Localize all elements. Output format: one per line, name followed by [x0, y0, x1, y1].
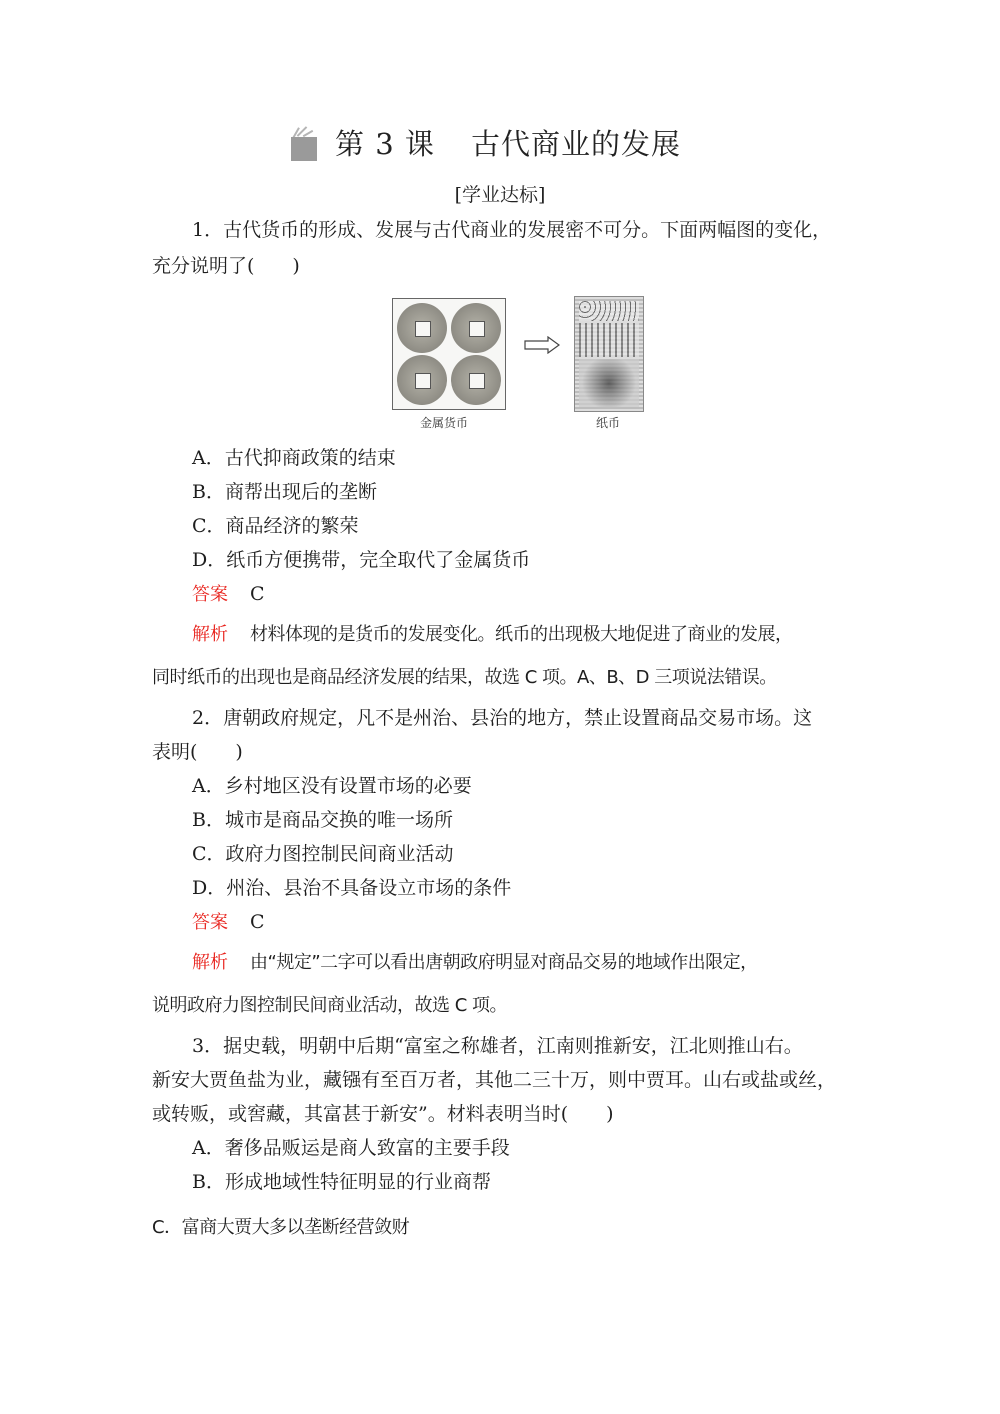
question-3-stem-line-2: 新安大贾鱼盐为业，藏镪有至百万者，其他二三十万，则中贾耳。山右或盐或丝， [152, 1069, 837, 1091]
right-arrow-icon [524, 336, 560, 354]
paper-money-image [574, 296, 644, 412]
question-2-analysis-line-1: 解析 由“规定”二字可以看出唐朝政府明显对商品交易的地域作出限定， [192, 952, 758, 973]
question-2-stem-line-1: 2．唐朝政府规定，凡不是州治、县治的地方，禁止设置商品交易市场。这 [192, 707, 813, 729]
coin-icon [451, 355, 501, 405]
page-title [335, 122, 681, 163]
question-2-stem-line-2: 表明( ) [152, 741, 243, 763]
answer-label: 答案 [192, 912, 228, 933]
question-1-option-c: C．商品经济的繁荣 [192, 515, 359, 537]
question-3-stem-line-3: 或转贩，或窖藏，其富甚于新安”。材料表明当时( ) [152, 1103, 614, 1125]
question-1-option-b: B．商帮出现后的垄断 [192, 481, 377, 503]
question-1-answer [192, 582, 265, 607]
question-2-option-d: D．州治、县治不具备设立市场的条件 [192, 877, 512, 899]
question-1-option-a: A．古代抑商政策的结束 [192, 447, 396, 469]
coin-icon [397, 303, 447, 353]
question-1-option-d: D．纸币方便携带，完全取代了金属货币 [192, 549, 531, 571]
analysis-label: 解析 [192, 624, 228, 645]
lesson-title: 古代商业的发展 [470, 127, 681, 161]
answer-value: C [250, 911, 265, 933]
lesson-number: 第 3 课 [335, 127, 435, 161]
question-2-option-a: A．乡村地区没有设置市场的必要 [192, 775, 472, 797]
book-icon [289, 125, 321, 161]
paper-money-caption: 纸币 [596, 416, 621, 430]
coin-icon [397, 355, 447, 405]
analysis-label: 解析 [192, 952, 228, 973]
section-label: [学业达标] [454, 184, 546, 206]
question-3-option-b: B．形成地域性特征明显的行业商帮 [192, 1171, 491, 1193]
lesson-header [0, 122, 1000, 163]
question-1-analysis-line-2: 同时纸币的出现也是商品经济发展的结果，故选 C 项。A、B、D 三项说法错误。 [152, 667, 777, 688]
question-3-option-c: C．富商大贾大多以垄断经营敛财 [152, 1217, 410, 1238]
question-2-option-b: B．城市是商品交换的唯一场所 [192, 809, 453, 831]
question-1-stem-line-2: 充分说明了( ) [152, 255, 300, 277]
answer-label: 答案 [192, 584, 228, 605]
question-3-option-a: A．奢侈品贩运是商人致富的主要手段 [192, 1137, 510, 1159]
answer-value: C [250, 583, 265, 605]
question-1-analysis-line-1: 解析 材料体现的是货币的发展变化。纸币的出现极大地促进了商业的发展， [192, 624, 793, 645]
currency-figure [384, 286, 656, 436]
coin-icon [451, 303, 501, 353]
question-3-stem-line-1: 3．据史载，明朝中后期“富室之称雄者，江南则推新安，江北则推山右。 [192, 1035, 803, 1057]
question-1-stem-line-1: 1．古代货币的形成、发展与古代商业的发展密不可分。下面两幅图的变化， [192, 219, 832, 241]
metal-currency-caption: 金属货币 [420, 416, 469, 430]
question-2-analysis-line-2: 说明政府力图控制民间商业活动，故选 C 项。 [152, 995, 508, 1016]
question-2-option-c: C．政府力图控制民间商业活动 [192, 843, 454, 865]
question-2-answer [192, 910, 265, 935]
metal-coins-image [392, 298, 506, 410]
